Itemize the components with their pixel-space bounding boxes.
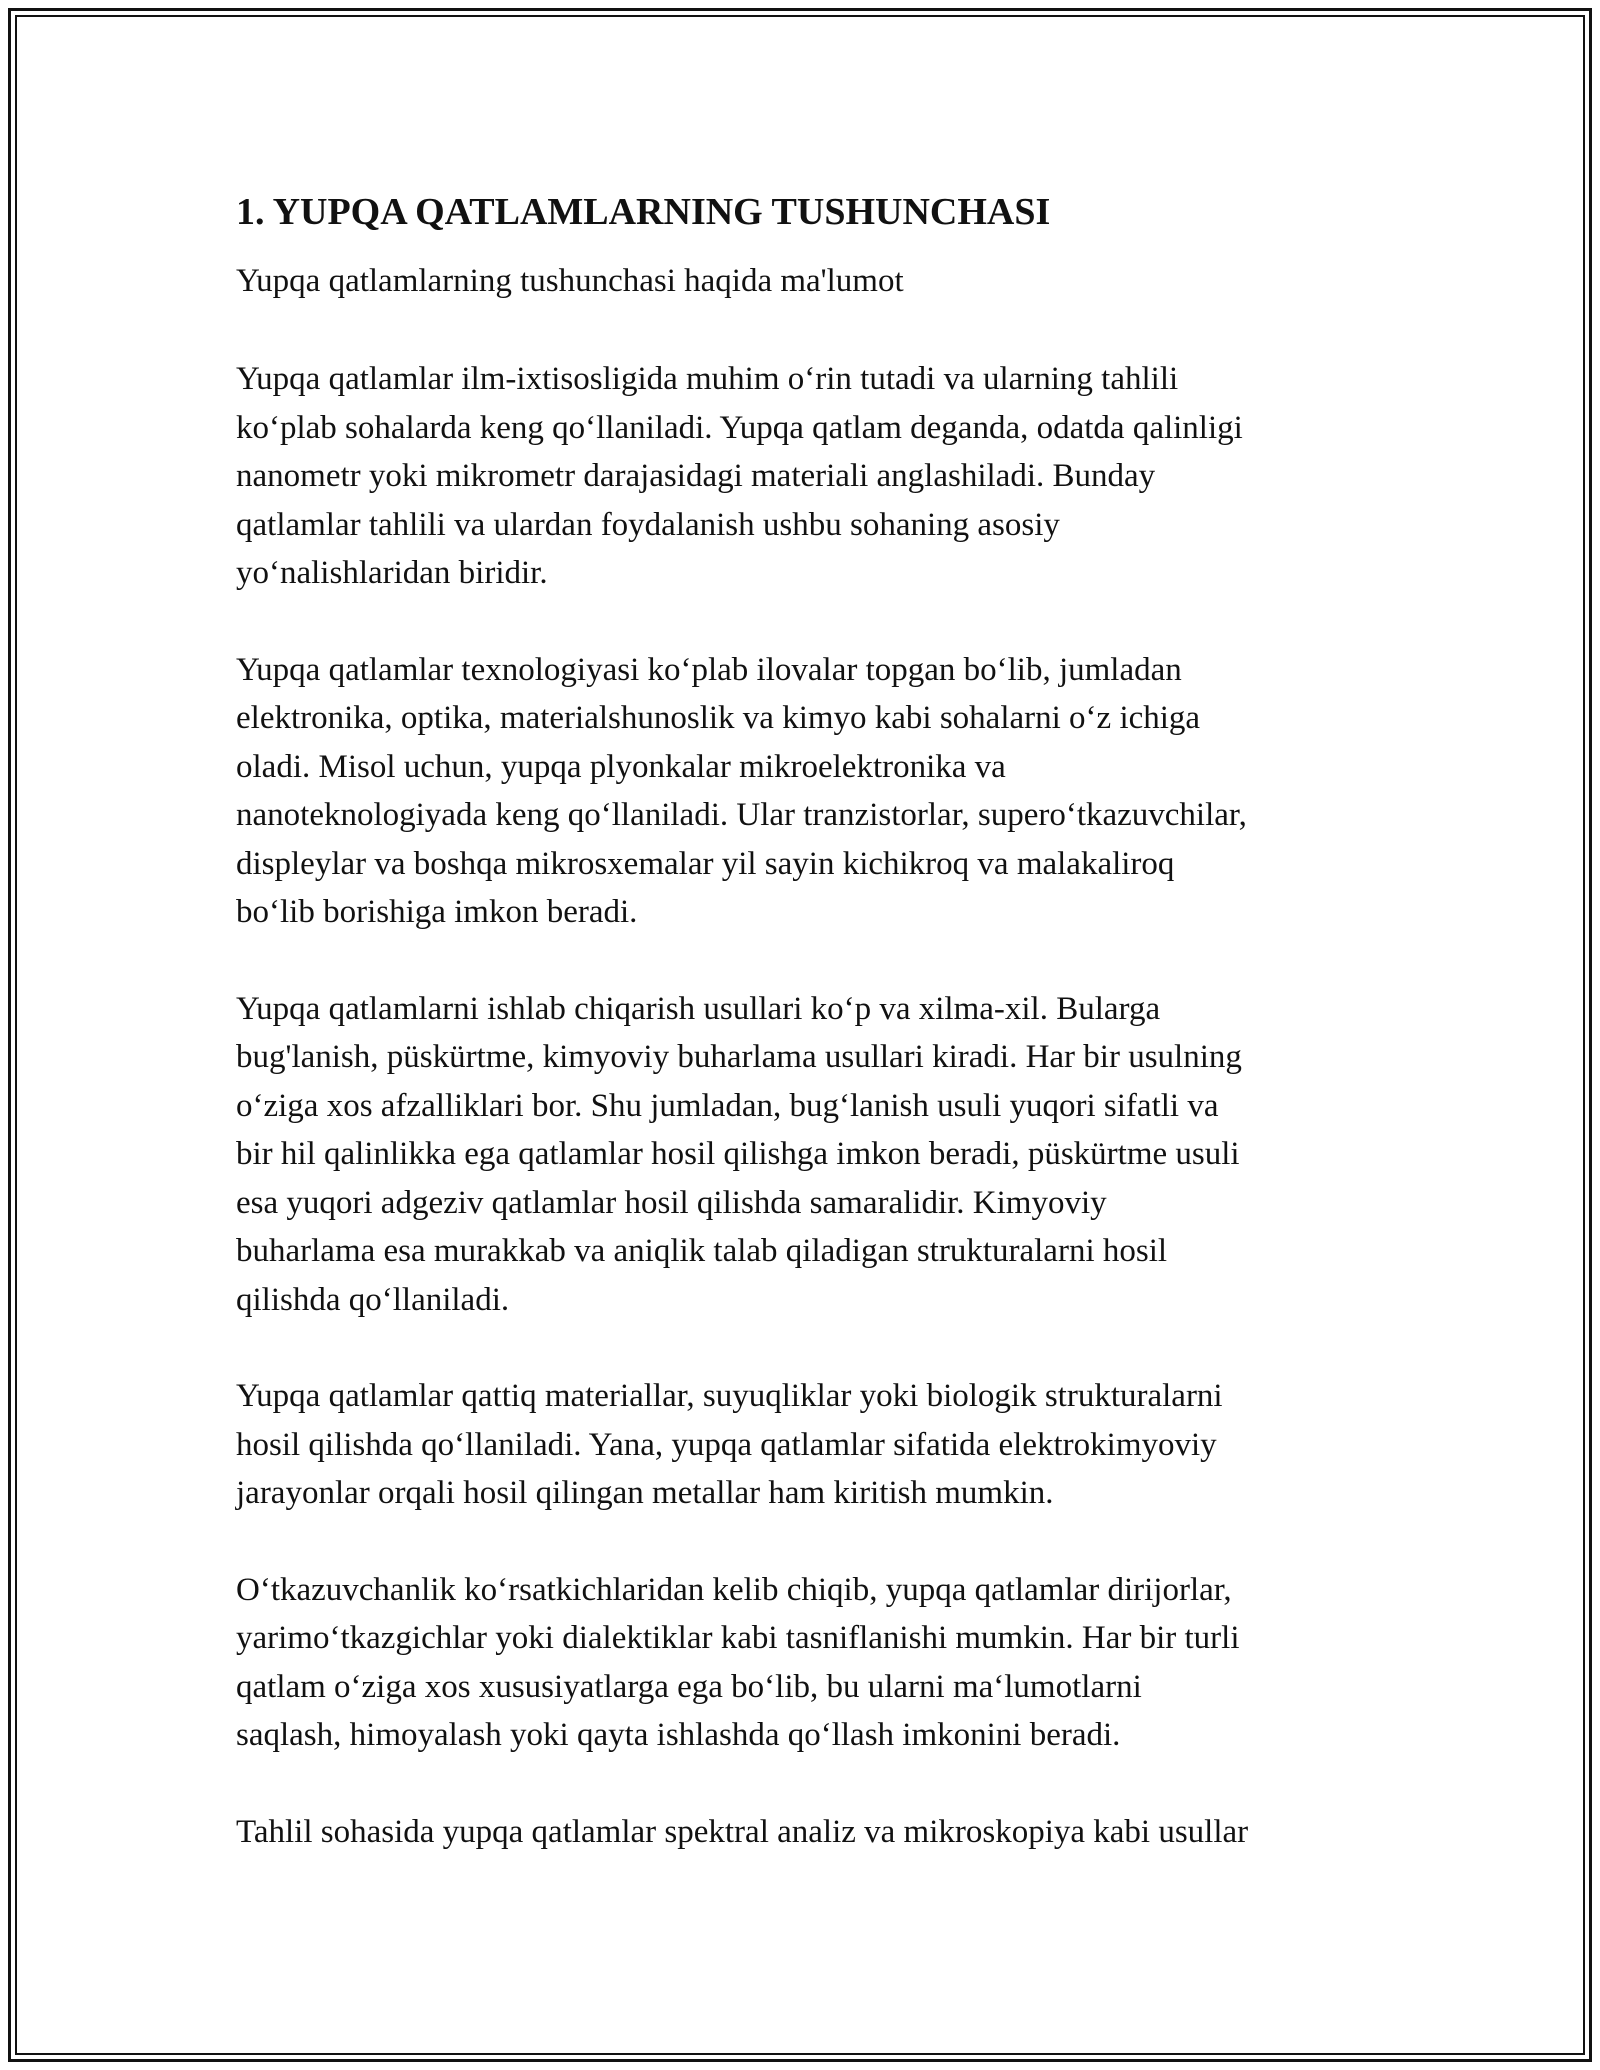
paragraph-6 [236, 1808, 1366, 1857]
paragraph-3 [236, 985, 1366, 1325]
document-body [236, 184, 1366, 1904]
text-line: qilishda qo‘llaniladi. [236, 1281, 510, 1318]
text-line: oladi. Misol uchun, yupqa plyonkalar mikroelektronika va [236, 748, 1006, 785]
text-line: saqlash, himoyalash yoki qayta ishlashda qo‘llash imkonini beradi. [236, 1717, 1121, 1753]
text-line: O‘tkazuvchanlik ko‘rsatkichlaridan kelib chiqib, yupqa qatlamlar dirijorlar, [236, 1571, 1232, 1608]
section-heading: 1. YUPQA QATLAMLARNING TUSHUNCHASI [236, 191, 1051, 233]
text-line: Yupqa qatlamlar texnologiyasi ko‘plab ilovalar topgan bo‘lib, jumladan [236, 651, 1182, 688]
text-line: bug'lanish, püskürtme, kimyoviy buharlama usullari kiradi. Har bir usulning [236, 1039, 1242, 1075]
text-line: bir hil qalinlikka ega qatlamlar hosil qilishga imkon beradi, püskürtme usuli [236, 1136, 1240, 1172]
text-line: qatlam o‘ziga xos xususiyatlarga ega bo‘lib, bu ularni ma‘lumotlarni [236, 1668, 1142, 1705]
text-line: bo‘lib borishiga imkon beradi. [236, 894, 638, 930]
text-line: Yupqa qatlamlar qattiq materiallar, suyuqliklar yoki biologik strukturalarni [236, 1378, 1223, 1414]
text-line: o‘ziga xos afzalliklari bor. Shu jumladan, bug‘lanish usuli yuqori sifatli va [236, 1087, 1219, 1124]
text-line: nanometr yoki mikrometr darajasidagi materiali anglashiladi. Bunday [236, 458, 1156, 494]
text-line: elektronika, optika, materialshunoslik va kimyo kabi sohalarni o‘z ichiga [236, 700, 1201, 736]
text-line: Yupqa qatlamlar ilm-ixtisosligida muhim o‘rin tutadi va ularning tahlili [236, 361, 1179, 397]
paragraph-2 [236, 646, 1366, 937]
text-line: ko‘plab sohalarda keng qo‘llaniladi. Yupqa qatlam deganda, odatda qalinligi [236, 409, 1243, 446]
text-line: hosil qilishda qo‘llaniladi. Yana, yupqa qatlamlar sifatida elektrokimyoviy [236, 1426, 1217, 1463]
text-line: yo‘nalishlaridan biridir. [236, 555, 548, 591]
text-line: esa yuqori adgeziv qatlamlar hosil qilishda samaralidir. Kimyoviy [236, 1184, 1107, 1221]
text-line: yarimo‘tkazgichlar yoki dialektiklar kabi tasniflanishi mumkin. Har bir turli [236, 1620, 1240, 1656]
text-line: nanoteknologiyada keng qo‘llaniladi. Ular tranzistorlar, supero‘tkazuvchilar, [236, 797, 1247, 833]
text-line: jarayonlar orqali hosil qilingan metallar ham kiritish mumkin. [236, 1475, 1054, 1511]
text-line: buharlama esa murakkab va aniqlik talab qiladigan strukturalarni hosil [236, 1233, 1168, 1269]
paragraph-1 [236, 355, 1366, 598]
section-subtitle: Yupqa qatlamlarning tushunchasi haqida ma'lumot [236, 263, 904, 299]
text-line: Tahlil sohasida yupqa qatlamlar spektral analiz va mikroskopiya kabi usullar [236, 1813, 1249, 1850]
text-line: qatlamlar tahlili va ulardan foydalanish ushbu sohaning asosiy [236, 506, 1060, 543]
paragraph-5 [236, 1566, 1366, 1760]
text-line: Yupqa qatlamlarni ishlab chiqarish usullari ko‘p va xilma-xil. Bularga [236, 990, 1161, 1027]
paragraph-4 [236, 1372, 1366, 1518]
text-line: displeylar va boshqa mikrosxemalar yil sayin kichikroq va malakaliroq [236, 845, 1175, 882]
